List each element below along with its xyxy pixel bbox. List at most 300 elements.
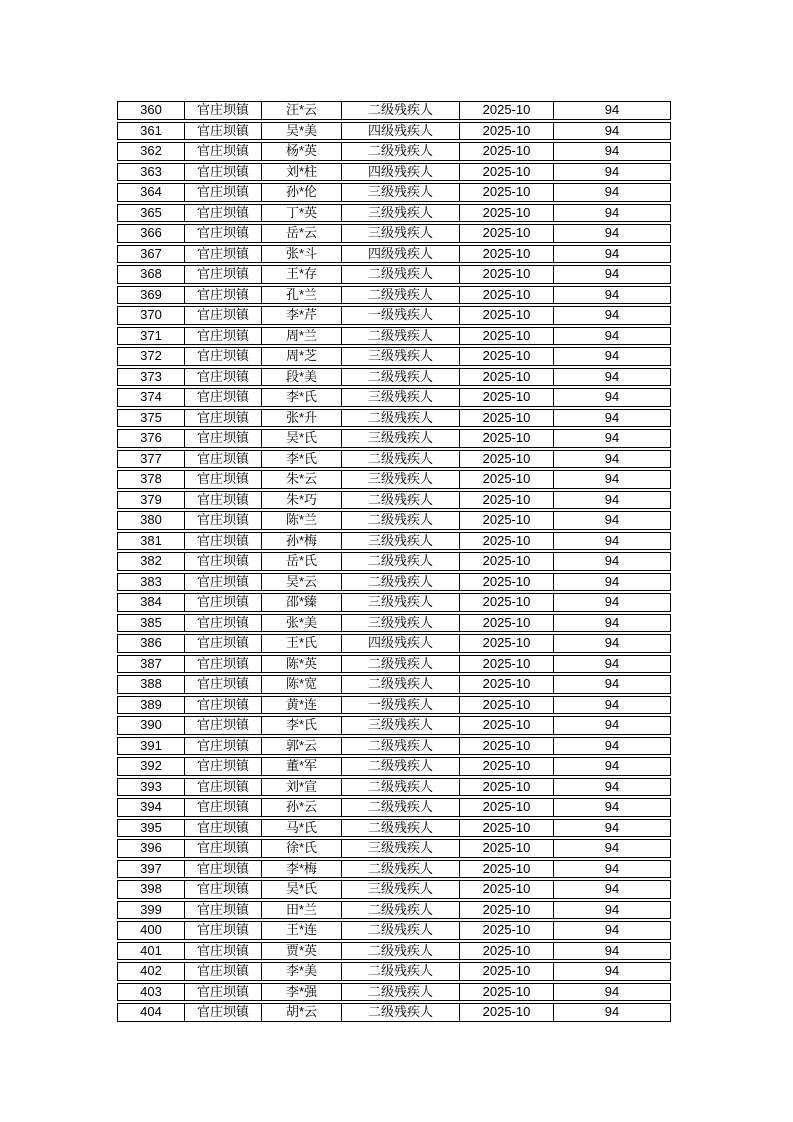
cell-month: 2025-10 [460, 901, 554, 920]
cell-level: 二级残疾人 [342, 327, 460, 346]
cell-no: 378 [117, 470, 185, 489]
cell-no: 377 [117, 450, 185, 469]
cell-name: 张*斗 [262, 245, 342, 264]
cell-town: 官庄坝镇 [185, 347, 262, 366]
cell-name: 胡*云 [262, 1003, 342, 1022]
table-row [117, 573, 671, 592]
cell-town: 官庄坝镇 [185, 183, 262, 202]
cell-town: 官庄坝镇 [185, 409, 262, 428]
cell-level: 三级残疾人 [342, 716, 460, 735]
cell-month: 2025-10 [460, 368, 554, 387]
cell-month: 2025-10 [460, 675, 554, 694]
cell-no: 386 [117, 634, 185, 653]
cell-month: 2025-10 [460, 737, 554, 756]
table-row [117, 634, 671, 653]
cell-level: 二级残疾人 [342, 860, 460, 879]
cell-town: 官庄坝镇 [185, 327, 262, 346]
cell-no: 374 [117, 388, 185, 407]
cell-month: 2025-10 [460, 757, 554, 776]
cell-name: 黄*连 [262, 696, 342, 715]
cell-name: 周*兰 [262, 327, 342, 346]
cell-level: 三级残疾人 [342, 880, 460, 899]
cell-month: 2025-10 [460, 921, 554, 940]
table-row [117, 429, 671, 448]
cell-amount: 94 [554, 306, 671, 325]
cell-amount: 94 [554, 962, 671, 981]
cell-no: 391 [117, 737, 185, 756]
cell-amount: 94 [554, 347, 671, 366]
cell-level: 二级残疾人 [342, 798, 460, 817]
cell-month: 2025-10 [460, 388, 554, 407]
cell-month: 2025-10 [460, 860, 554, 879]
table-row [117, 696, 671, 715]
cell-name: 刘*宣 [262, 778, 342, 797]
cell-month: 2025-10 [460, 634, 554, 653]
cell-month: 2025-10 [460, 142, 554, 161]
cell-level: 三级残疾人 [342, 429, 460, 448]
cell-no: 384 [117, 593, 185, 612]
cell-town: 官庄坝镇 [185, 491, 262, 510]
cell-month: 2025-10 [460, 614, 554, 633]
cell-level: 三级残疾人 [342, 204, 460, 223]
cell-month: 2025-10 [460, 470, 554, 489]
cell-level: 二级残疾人 [342, 757, 460, 776]
table-row [117, 921, 671, 940]
cell-name: 孙*伦 [262, 183, 342, 202]
cell-amount: 94 [554, 429, 671, 448]
cell-amount: 94 [554, 696, 671, 715]
cell-level: 二级残疾人 [342, 901, 460, 920]
cell-name: 孙*梅 [262, 532, 342, 551]
cell-no: 362 [117, 142, 185, 161]
cell-month: 2025-10 [460, 573, 554, 592]
cell-no: 367 [117, 245, 185, 264]
cell-no: 400 [117, 921, 185, 940]
cell-town: 官庄坝镇 [185, 880, 262, 899]
cell-name: 王*存 [262, 265, 342, 284]
cell-name: 陈*宽 [262, 675, 342, 694]
cell-level: 二级残疾人 [342, 778, 460, 797]
cell-level: 四级残疾人 [342, 634, 460, 653]
cell-month: 2025-10 [460, 696, 554, 715]
cell-town: 官庄坝镇 [185, 368, 262, 387]
cell-name: 岳*氏 [262, 552, 342, 571]
cell-level: 一级残疾人 [342, 696, 460, 715]
cell-no: 392 [117, 757, 185, 776]
table-row [117, 163, 671, 182]
table-row [117, 142, 671, 161]
cell-no: 402 [117, 962, 185, 981]
cell-name: 张*升 [262, 409, 342, 428]
cell-amount: 94 [554, 593, 671, 612]
table-row [117, 778, 671, 797]
cell-no: 381 [117, 532, 185, 551]
cell-amount: 94 [554, 491, 671, 510]
cell-level: 二级残疾人 [342, 942, 460, 961]
cell-town: 官庄坝镇 [185, 737, 262, 756]
cell-town: 官庄坝镇 [185, 798, 262, 817]
cell-amount: 94 [554, 286, 671, 305]
cell-town: 官庄坝镇 [185, 901, 262, 920]
table-row [117, 593, 671, 612]
table-row [117, 122, 671, 141]
cell-amount: 94 [554, 778, 671, 797]
cell-no: 403 [117, 983, 185, 1002]
table-row [117, 470, 671, 489]
cell-month: 2025-10 [460, 327, 554, 346]
subsidy-table [117, 99, 671, 1024]
cell-amount: 94 [554, 757, 671, 776]
cell-no: 379 [117, 491, 185, 510]
cell-town: 官庄坝镇 [185, 388, 262, 407]
cell-name: 段*美 [262, 368, 342, 387]
cell-level: 一级残疾人 [342, 306, 460, 325]
cell-amount: 94 [554, 204, 671, 223]
cell-month: 2025-10 [460, 819, 554, 838]
cell-level: 二级残疾人 [342, 142, 460, 161]
cell-town: 官庄坝镇 [185, 122, 262, 141]
cell-month: 2025-10 [460, 450, 554, 469]
cell-name: 岳*云 [262, 224, 342, 243]
cell-month: 2025-10 [460, 962, 554, 981]
cell-name: 周*芝 [262, 347, 342, 366]
table-row [117, 224, 671, 243]
cell-month: 2025-10 [460, 778, 554, 797]
cell-no: 370 [117, 306, 185, 325]
cell-no: 401 [117, 942, 185, 961]
table-row [117, 757, 671, 776]
cell-no: 395 [117, 819, 185, 838]
cell-no: 397 [117, 860, 185, 879]
cell-town: 官庄坝镇 [185, 511, 262, 530]
cell-no: 388 [117, 675, 185, 694]
cell-month: 2025-10 [460, 839, 554, 858]
cell-no: 366 [117, 224, 185, 243]
cell-no: 372 [117, 347, 185, 366]
cell-town: 官庄坝镇 [185, 593, 262, 612]
cell-name: 李*强 [262, 983, 342, 1002]
table-row [117, 327, 671, 346]
cell-name: 王*连 [262, 921, 342, 940]
cell-town: 官庄坝镇 [185, 819, 262, 838]
cell-amount: 94 [554, 101, 671, 120]
cell-no: 390 [117, 716, 185, 735]
cell-month: 2025-10 [460, 491, 554, 510]
cell-amount: 94 [554, 265, 671, 284]
cell-amount: 94 [554, 716, 671, 735]
cell-amount: 94 [554, 470, 671, 489]
cell-town: 官庄坝镇 [185, 675, 262, 694]
cell-month: 2025-10 [460, 552, 554, 571]
cell-amount: 94 [554, 901, 671, 920]
cell-no: 373 [117, 368, 185, 387]
table-row [117, 737, 671, 756]
cell-month: 2025-10 [460, 224, 554, 243]
table-row [117, 450, 671, 469]
cell-name: 孔*兰 [262, 286, 342, 305]
cell-no: 364 [117, 183, 185, 202]
cell-level: 三级残疾人 [342, 224, 460, 243]
table-row [117, 245, 671, 264]
table-row [117, 388, 671, 407]
table-row [117, 1003, 671, 1022]
cell-no: 382 [117, 552, 185, 571]
cell-amount: 94 [554, 942, 671, 961]
cell-no: 396 [117, 839, 185, 858]
cell-month: 2025-10 [460, 286, 554, 305]
cell-no: 399 [117, 901, 185, 920]
cell-town: 官庄坝镇 [185, 757, 262, 776]
cell-name: 吴*氏 [262, 429, 342, 448]
cell-level: 二级残疾人 [342, 737, 460, 756]
cell-amount: 94 [554, 183, 671, 202]
table-row [117, 552, 671, 571]
cell-level: 三级残疾人 [342, 347, 460, 366]
cell-level: 二级残疾人 [342, 983, 460, 1002]
table-row [117, 798, 671, 817]
cell-town: 官庄坝镇 [185, 962, 262, 981]
table-row [117, 204, 671, 223]
table-row [117, 409, 671, 428]
cell-town: 官庄坝镇 [185, 921, 262, 940]
cell-level: 二级残疾人 [342, 491, 460, 510]
cell-month: 2025-10 [460, 163, 554, 182]
cell-amount: 94 [554, 511, 671, 530]
table-row [117, 183, 671, 202]
cell-no: 385 [117, 614, 185, 633]
cell-no: 389 [117, 696, 185, 715]
table-row [117, 962, 671, 981]
table-row [117, 265, 671, 284]
cell-amount: 94 [554, 819, 671, 838]
cell-town: 官庄坝镇 [185, 101, 262, 120]
cell-month: 2025-10 [460, 532, 554, 551]
table-row [117, 532, 671, 551]
cell-name: 孙*云 [262, 798, 342, 817]
cell-amount: 94 [554, 614, 671, 633]
cell-town: 官庄坝镇 [185, 265, 262, 284]
cell-month: 2025-10 [460, 245, 554, 264]
cell-name: 郭*云 [262, 737, 342, 756]
cell-month: 2025-10 [460, 204, 554, 223]
cell-no: 393 [117, 778, 185, 797]
table-row [117, 942, 671, 961]
cell-name: 汪*云 [262, 101, 342, 120]
cell-no: 365 [117, 204, 185, 223]
cell-month: 2025-10 [460, 1003, 554, 1022]
cell-town: 官庄坝镇 [185, 634, 262, 653]
cell-no: 394 [117, 798, 185, 817]
cell-town: 官庄坝镇 [185, 450, 262, 469]
cell-level: 三级残疾人 [342, 532, 460, 551]
cell-name: 朱*云 [262, 470, 342, 489]
cell-amount: 94 [554, 655, 671, 674]
cell-level: 二级残疾人 [342, 511, 460, 530]
cell-month: 2025-10 [460, 716, 554, 735]
cell-amount: 94 [554, 142, 671, 161]
cell-month: 2025-10 [460, 409, 554, 428]
table-row [117, 983, 671, 1002]
cell-amount: 94 [554, 983, 671, 1002]
cell-amount: 94 [554, 245, 671, 264]
cell-no: 360 [117, 101, 185, 120]
cell-town: 官庄坝镇 [185, 860, 262, 879]
cell-name: 李*氏 [262, 716, 342, 735]
cell-no: 361 [117, 122, 185, 141]
cell-name: 贾*英 [262, 942, 342, 961]
cell-month: 2025-10 [460, 122, 554, 141]
cell-no: 371 [117, 327, 185, 346]
cell-amount: 94 [554, 798, 671, 817]
cell-name: 邵*臻 [262, 593, 342, 612]
cell-amount: 94 [554, 880, 671, 899]
cell-amount: 94 [554, 573, 671, 592]
cell-town: 官庄坝镇 [185, 204, 262, 223]
cell-name: 李*氏 [262, 450, 342, 469]
cell-level: 二级残疾人 [342, 819, 460, 838]
table-row [117, 511, 671, 530]
cell-month: 2025-10 [460, 655, 554, 674]
cell-name: 董*军 [262, 757, 342, 776]
cell-no: 363 [117, 163, 185, 182]
cell-level: 四级残疾人 [342, 245, 460, 264]
table-row [117, 880, 671, 899]
cell-level: 二级残疾人 [342, 675, 460, 694]
cell-no: 387 [117, 655, 185, 674]
cell-name: 吴*云 [262, 573, 342, 592]
cell-level: 三级残疾人 [342, 183, 460, 202]
cell-level: 二级残疾人 [342, 286, 460, 305]
cell-town: 官庄坝镇 [185, 306, 262, 325]
cell-name: 张*美 [262, 614, 342, 633]
cell-amount: 94 [554, 737, 671, 756]
cell-town: 官庄坝镇 [185, 224, 262, 243]
cell-no: 404 [117, 1003, 185, 1022]
cell-level: 二级残疾人 [342, 1003, 460, 1022]
cell-amount: 94 [554, 388, 671, 407]
table-row [117, 368, 671, 387]
cell-name: 李*美 [262, 962, 342, 981]
cell-name: 李*梅 [262, 860, 342, 879]
cell-month: 2025-10 [460, 265, 554, 284]
cell-name: 丁*英 [262, 204, 342, 223]
cell-name: 刘*柱 [262, 163, 342, 182]
cell-amount: 94 [554, 224, 671, 243]
cell-level: 三级残疾人 [342, 470, 460, 489]
cell-town: 官庄坝镇 [185, 983, 262, 1002]
cell-month: 2025-10 [460, 511, 554, 530]
cell-no: 369 [117, 286, 185, 305]
cell-no: 398 [117, 880, 185, 899]
cell-name: 吴*美 [262, 122, 342, 141]
cell-amount: 94 [554, 327, 671, 346]
cell-amount: 94 [554, 1003, 671, 1022]
cell-level: 二级残疾人 [342, 101, 460, 120]
cell-name: 王*氏 [262, 634, 342, 653]
cell-month: 2025-10 [460, 880, 554, 899]
table-row [117, 860, 671, 879]
cell-level: 二级残疾人 [342, 368, 460, 387]
cell-name: 朱*巧 [262, 491, 342, 510]
cell-town: 官庄坝镇 [185, 142, 262, 161]
table-row [117, 655, 671, 674]
cell-no: 375 [117, 409, 185, 428]
cell-amount: 94 [554, 450, 671, 469]
cell-amount: 94 [554, 675, 671, 694]
table-row [117, 819, 671, 838]
cell-no: 380 [117, 511, 185, 530]
cell-town: 官庄坝镇 [185, 655, 262, 674]
cell-month: 2025-10 [460, 101, 554, 120]
cell-town: 官庄坝镇 [185, 470, 262, 489]
cell-month: 2025-10 [460, 347, 554, 366]
cell-amount: 94 [554, 532, 671, 551]
table-row [117, 286, 671, 305]
cell-amount: 94 [554, 921, 671, 940]
cell-town: 官庄坝镇 [185, 573, 262, 592]
cell-level: 四级残疾人 [342, 122, 460, 141]
cell-town: 官庄坝镇 [185, 429, 262, 448]
cell-name: 吴*氏 [262, 880, 342, 899]
cell-amount: 94 [554, 634, 671, 653]
cell-name: 李*芹 [262, 306, 342, 325]
cell-town: 官庄坝镇 [185, 942, 262, 961]
cell-level: 三级残疾人 [342, 388, 460, 407]
cell-name: 徐*氏 [262, 839, 342, 858]
cell-level: 三级残疾人 [342, 614, 460, 633]
cell-level: 二级残疾人 [342, 450, 460, 469]
cell-month: 2025-10 [460, 798, 554, 817]
table-row [117, 101, 671, 120]
table-row [117, 306, 671, 325]
cell-level: 二级残疾人 [342, 655, 460, 674]
cell-town: 官庄坝镇 [185, 778, 262, 797]
cell-name: 杨*英 [262, 142, 342, 161]
cell-month: 2025-10 [460, 593, 554, 612]
cell-town: 官庄坝镇 [185, 614, 262, 633]
cell-amount: 94 [554, 839, 671, 858]
cell-level: 二级残疾人 [342, 409, 460, 428]
cell-level: 三级残疾人 [342, 593, 460, 612]
cell-level: 四级残疾人 [342, 163, 460, 182]
cell-month: 2025-10 [460, 306, 554, 325]
cell-level: 二级残疾人 [342, 921, 460, 940]
cell-month: 2025-10 [460, 942, 554, 961]
cell-town: 官庄坝镇 [185, 163, 262, 182]
cell-town: 官庄坝镇 [185, 532, 262, 551]
table-row [117, 347, 671, 366]
cell-amount: 94 [554, 163, 671, 182]
cell-name: 马*氏 [262, 819, 342, 838]
cell-name: 李*氏 [262, 388, 342, 407]
cell-name: 田*兰 [262, 901, 342, 920]
table-body [117, 101, 671, 1022]
cell-level: 二级残疾人 [342, 265, 460, 284]
table-row [117, 491, 671, 510]
cell-no: 368 [117, 265, 185, 284]
cell-amount: 94 [554, 122, 671, 141]
cell-amount: 94 [554, 860, 671, 879]
cell-name: 陈*兰 [262, 511, 342, 530]
cell-no: 376 [117, 429, 185, 448]
cell-town: 官庄坝镇 [185, 839, 262, 858]
table-row [117, 614, 671, 633]
cell-level: 二级残疾人 [342, 962, 460, 981]
table-row [117, 901, 671, 920]
cell-name: 陈*英 [262, 655, 342, 674]
cell-town: 官庄坝镇 [185, 286, 262, 305]
cell-town: 官庄坝镇 [185, 552, 262, 571]
